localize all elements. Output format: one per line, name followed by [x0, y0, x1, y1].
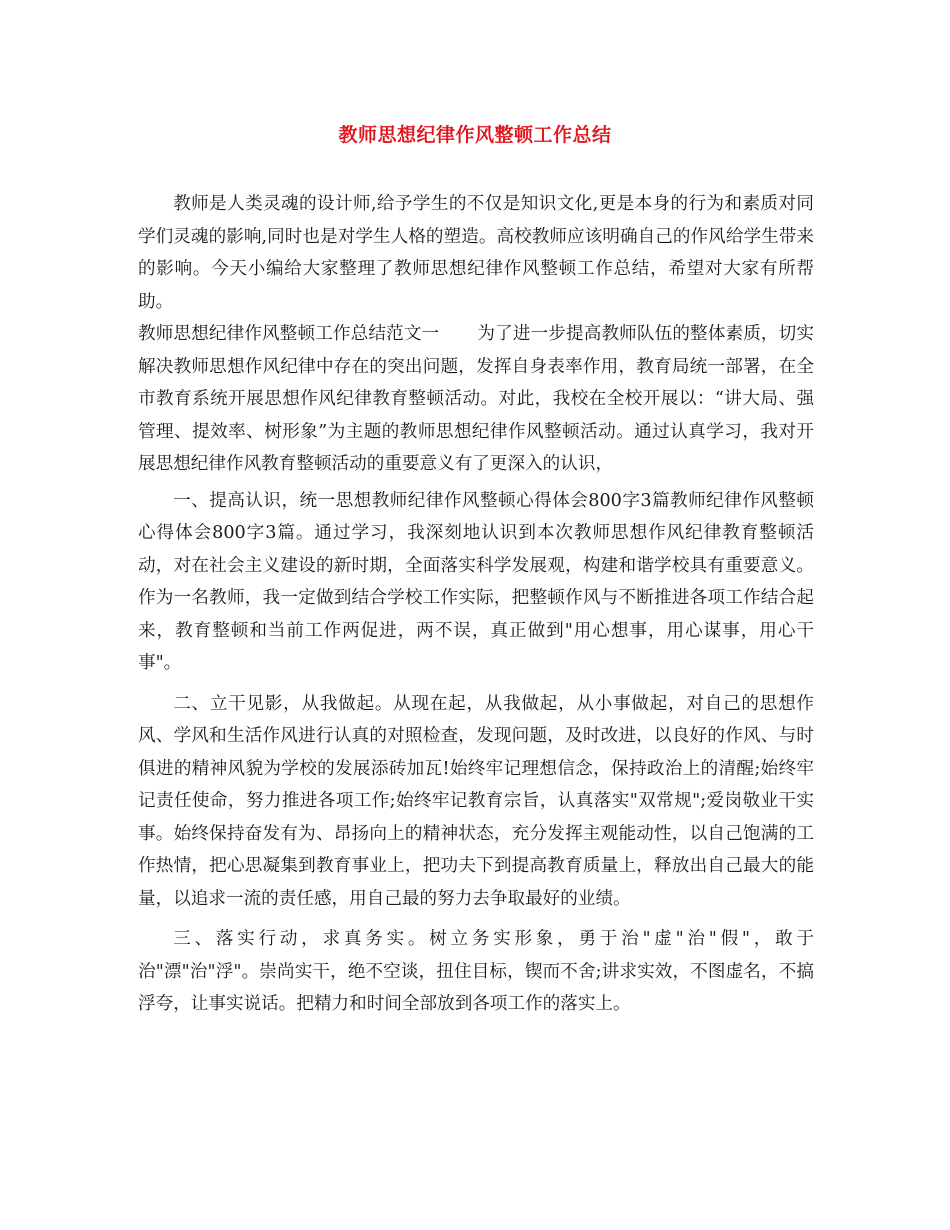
point-2-paragraph: 二、立干见影，从我做起。从现在起，从我做起，从小事做起，对自己的思想作风、学风和生活作风进行认真的对照检查，发现问题，及时改进，以良好的作风、与时俱进的精神风貌为学校的发展添砖加瓦!始终牢记理想信念，保持政治上的清醒;始终牢记责任使命，努力推进各项工作;始终牢记教育宗旨，认真落实"双常规";爱岗敬业干实事。始终保持奋发有为、昂扬向上的精神状态，充分发挥主观能动性，以自己饱满的工作热情，把心思凝集到教育事业上，把功夫下到提高教育质量上，释放出自己最大的能量，以追求一流的责任感，用自己最的努力去争取最好的业绩。: [138, 693, 814, 909]
section-heading: 教师思想纪律作风整顿工作总结范文一: [138, 324, 440, 344]
point-3-paragraph: 三、落实行动，求真务实。树立务实形象，勇于治"虚"治"假"，敢于治"漂"治"浮"。崇尚实干，绝不空谈，扭住目标，锲而不舍;讲求实效，不图虚名，不搞浮夸，让事实说话。把精力和时间全部放到各项工作的落实上。: [138, 929, 814, 1014]
document-body: [138, 188, 814, 1021]
section-paragraph: [138, 318, 814, 481]
section-intro: 为了进一步提高教师队伍的整体素质，切实解决教师思想作风纪律中存在的突出问题，发挥自身表率作用，教育局统一部署，在全市教育系统开展思想作风纪律教育整顿活动。对此，我校在全校开展以：“讲大局、强管理、提效率、树形象”为主题的教师思想纪律作风整顿活动。通过认真学习，我对开展思想纪律作风教育整顿活动的重要意义有了更深入的认识，: [138, 324, 814, 474]
document-title: 教师思想纪律作风整顿工作总结: [338, 124, 612, 146]
point-1-paragraph: 一、提高认识，统一思想教师纪律作风整顿心得体会800字3篇教师纪律作风整顿心得体会800字3篇。通过学习，我深刻地认识到本次教师思想作风纪律教育整顿活动，对在社会主义建设的新时期，全面落实科学发展观，构建和谐学校具有重要意义。作为一名教师，我一定做到结合学校工作实际，把整顿作风与不断推进各项工作结合起来，教育整顿和当前工作两促进，两不误，真正做到"用心想事，用心谋事，用心干事"。: [138, 490, 814, 673]
intro-paragraph: 教师是人类灵魂的设计师,给予学生的不仅是知识文化,更是本身的行为和素质对同学们灵魂的影响,同时也是对学生人格的塑造。高校教师应该明确自己的作风给学生带来的影响。今天小编给大家整理了教师思想纪律作风整顿工作总结，希望对大家有所帮助。: [138, 194, 814, 312]
